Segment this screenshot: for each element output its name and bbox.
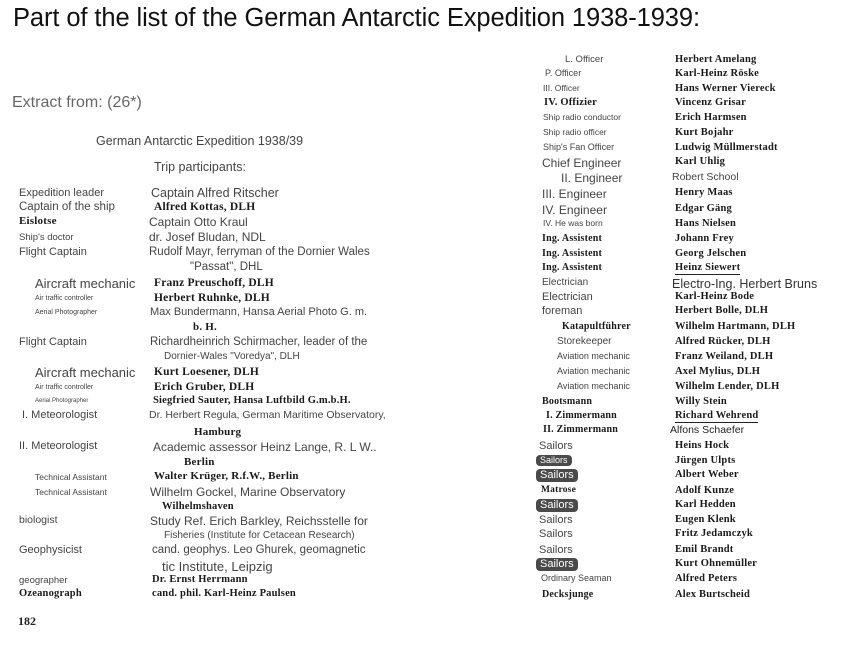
role-label: Decksjunge [542,589,594,600]
participant-name: Albert Weber [675,469,739,480]
list-item [550,54,852,69]
participant-name: Captain Otto Kraul [149,215,248,229]
role-label: Aviation mechanic [557,381,630,391]
participant-name-continued: Berlin [184,456,215,468]
role-label: Flight Captain [19,246,87,258]
participant-name: Kurt Ohnemüller [675,558,758,569]
participant-name: Robert School [672,171,739,183]
role-label: Storekeeper [557,336,612,347]
list-item [543,83,852,98]
participant-name: Henry Maas [675,187,733,198]
participant-name: Herbert Bolle, DLH [675,305,769,316]
role-label: I. Zimmermann [546,410,617,421]
list-item [541,485,852,500]
participant-name-continued: b. H. [193,321,217,333]
list-item [19,336,559,362]
participant-name: Max Bundermann, Hansa Aerial Photo G. m. [150,306,368,318]
participant-name: Adolf Kunze [675,485,735,496]
role-label: IV. Offizier [544,97,597,108]
role-label: Aerial Photographer [35,309,98,316]
list-item [543,112,852,127]
participant-name: Hans Nielsen [675,218,737,229]
role-label: Ship's Fan Officer [543,142,615,152]
participant-name: dr. Josef Bludan, NDL [149,230,266,244]
role-label: II. Meteorologist [19,440,98,452]
list-item [542,589,852,604]
participant-name: Karl-Heinz Bode [675,291,755,302]
participant-name: Alfons Schaefer [670,424,745,436]
participant-name: Kurt Loesener, DLH [154,366,260,378]
list-item [540,455,852,470]
participant-name: Alfred Rücker, DLH [675,336,771,347]
role-label: Eislotse [19,215,57,227]
role-label: III. Officer [543,83,580,93]
participant-name: Dr. Herbert Regula, German Maritime Observatory, [149,409,386,421]
list-item [19,588,559,604]
role-label: Sailors [536,455,572,466]
participant-name: Wilhelm Lender, DLH [675,381,780,392]
participant-name: Captain Alfred Ritscher [151,186,279,200]
participant-name: Alfred Kottas, DLH [154,201,256,213]
list-item [542,156,852,171]
trip-participants-heading: Trip participants: [154,160,246,174]
list-item [550,351,852,366]
role-label: foreman [542,305,583,317]
participant-name: Franz Preuschoff, DLH [154,277,274,289]
role-label: Sailors [536,499,578,512]
role-label: Technical Assistant [35,472,107,482]
role-label: Captain of the ship [19,201,115,213]
participant-name: Richard Wehrend [675,410,759,421]
list-item [550,321,852,336]
role-label: Sailors [536,469,578,482]
list-item [550,171,852,186]
role-label: Sailors [539,528,573,540]
participant-name: Heinz Siewert [675,262,741,273]
list-item [542,187,852,202]
list-item [35,470,575,486]
participant-name: Electro-Ing. Herbert Bruns [672,277,818,291]
participant-name: Emil Brandt [675,544,734,555]
participant-name: Karl-Heinz Röske [675,68,759,79]
participant-name: Hans Werner Viereck [675,83,776,94]
role-label: Expedition leader [19,187,105,199]
list-item [540,499,852,514]
role-label: Air traffic controller [35,384,94,391]
role-label: Geophysicist [19,544,82,556]
participant-name: Siegfried Sauter, Hansa Luftbild G.m.b.H. [153,395,351,406]
participant-name: Rudolf Mayr, ferryman of the Dornier Wales [149,246,370,258]
list-item [35,306,575,333]
role-label: Sailors [536,558,578,571]
list-item [546,410,852,425]
participant-name-continued: Wilhelmshaven [162,501,234,512]
list-item [539,544,852,559]
role-label: Ordinary Seaman [541,573,612,583]
participant-name: Walter Krüger, R.f.W., Berlin [154,470,299,482]
participant-name: Jürgen Ulpts [675,455,736,466]
role-label: Ship radio conductor [543,112,621,122]
role-label: III. Engineer [542,187,607,201]
role-label: P. Officer [545,68,582,78]
role-label: Aviation mechanic [557,351,630,361]
role-label: Ing. Assistent [542,233,603,244]
role-label: II. Engineer [561,171,623,185]
role-label: IV. He was born [543,218,603,228]
role-label: II. Zimmermann [543,424,619,435]
participant-name: Erich Harmsen [675,112,747,123]
role-label: Sailors [539,440,573,452]
role-label: geographer [19,575,68,586]
participant-name-continued: Hamburg [194,426,242,438]
participant-name: Alex Burtscheid [675,589,751,600]
role-label: Chief Engineer [542,156,622,170]
participant-name-continued: tic Institute, Leipzig [162,559,273,574]
participant-name: Axel Mylius, DLH [675,366,761,377]
list-item [35,365,575,381]
participant-name: Franz Weiland, DLH [675,351,774,362]
participant-name: Academic assessor Heinz Lange, R. L W.. [153,440,377,454]
participant-name: Dr. Ernst Herrmann [152,574,248,585]
list-item [19,215,559,231]
participant-name: Edgar Gäng [675,203,732,214]
list-item [550,336,852,351]
list-item [543,218,852,233]
role-label: Electrician [542,291,593,303]
role-label: Ing. Assistent [542,262,603,273]
participant-name-continued: Fisheries (Institute for Cetacean Research) [164,530,355,541]
expedition-title: German Antarctic Expedition 1938/39 [96,134,304,148]
participant-name-continued: Dornier-Wales "Voredya", DLH [164,351,300,362]
participant-name: cand. phil. Karl-Heinz Paulsen [152,588,296,599]
list-item [19,230,559,246]
list-item [543,142,852,157]
participant-name: Eugen Klenk [675,514,736,525]
extract-source: Extract from: (26*) [12,94,142,111]
participant-name: Ludwig Müllmerstadt [675,142,778,153]
page-title: Part of the list of the German Antarctic Expedition 1938-1939: [13,4,700,32]
role-label: Sailors [539,544,573,556]
participant-name: Herbert Ruhnke, DLH [154,292,270,304]
role-label: biologist [19,514,58,526]
participant-name: Wilhelm Hartmann, DLH [675,321,796,332]
participant-name: Fritz Jedamczyk [675,528,753,539]
participant-name: Herbert Amelang [675,54,757,65]
participant-name: Alfred Peters [675,573,738,584]
participant-name: Erich Gruber, DLH [154,381,255,393]
list-item [542,305,852,320]
participant-name: Johann Frey [675,233,734,244]
participant-name: Karl Hedden [675,499,736,510]
participant-name-continued: "Passat", DHL [190,261,263,273]
list-item [541,573,852,588]
participant-name: Richardheinrich Schirmacher, leader of the [150,336,368,348]
page-number: 182 [18,614,36,628]
list-item [543,127,852,142]
participant-name: Heins Hock [675,440,730,451]
participant-name: Kurt Bojahr [675,127,734,138]
list-item [539,528,852,543]
role-label: Air traffic controller [35,295,94,302]
role-label: Aviation mechanic [557,366,630,376]
list-item [539,440,852,455]
participant-name: Study Ref. Erich Barkley, Reichsstelle for [150,514,368,528]
list-item [542,291,852,306]
role-label: Ozeanograph [19,588,82,599]
list-item [550,381,852,396]
role-label: I. Meteorologist [22,409,98,421]
list-item [542,277,852,292]
role-label: Ing. Assistent [542,248,603,259]
list-item [22,409,562,438]
list-item [19,246,559,273]
participant-name: Wilhelm Gockel, Marine Observatory [150,485,346,499]
role-label: L. Officer [565,54,604,65]
list-item [544,97,852,112]
role-label: Matrose [541,485,576,495]
list-item [542,262,852,277]
role-label: Bootsmann [542,396,593,407]
list-item [540,558,852,573]
role-label: Electrician [542,277,589,288]
list-item [543,424,852,439]
role-label: Katapultführer [562,321,631,332]
list-item [542,248,852,263]
list-item [542,233,852,248]
list-item [35,276,575,292]
role-label: Aerial Photographer [35,398,89,404]
list-item [19,186,559,202]
list-item [539,514,852,529]
list-item [545,68,852,83]
list-item [550,366,852,381]
role-label: Ship radio officer [543,127,607,137]
role-label: IV. Engineer [542,203,607,217]
role-label: Sailors [539,514,573,526]
list-item [542,396,852,411]
role-label: Ship's doctor [19,232,74,243]
participant-name: Karl Uhlig [675,156,726,167]
participant-name: Vincenz Grisar [675,97,746,108]
list-item [542,203,852,218]
participant-name: cand. geophys. Leo Ghurek, geomagnetic [152,544,366,556]
list-item [540,469,852,484]
role-label: Aircraft mechanic [35,276,136,291]
role-label: Flight Captain [19,336,87,348]
role-label: Aircraft mechanic [35,365,136,380]
participant-name: Willy Stein [675,396,727,407]
role-label: Technical Assistant [35,487,107,497]
participant-name: Georg Jelschen [675,248,747,259]
